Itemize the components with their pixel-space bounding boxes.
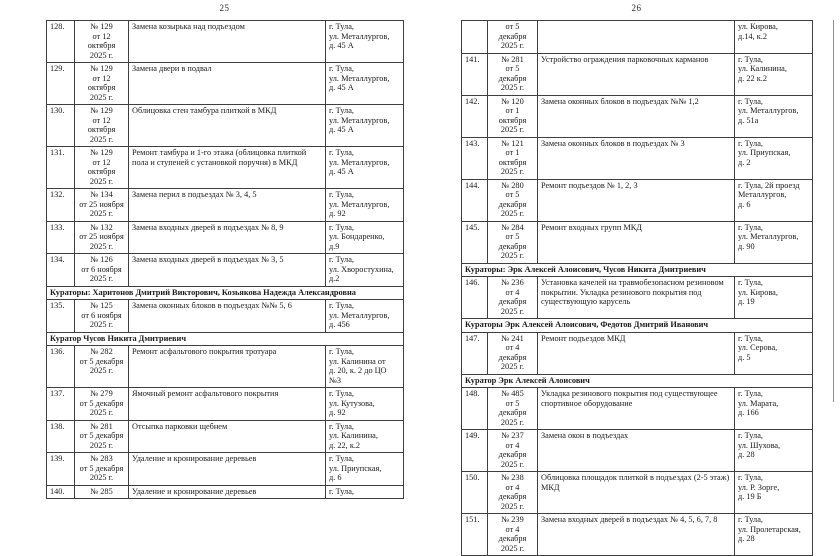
- address-line: д. 22, к.2: [329, 440, 361, 450]
- work-order-row: [47, 346, 404, 388]
- address-line: д.9: [329, 241, 340, 251]
- order-date-cell: [75, 189, 129, 222]
- address-line: ул. Калинина,: [329, 431, 378, 440]
- order-line: от 12 октября: [87, 157, 116, 176]
- row-number-cell: 138.: [47, 420, 75, 453]
- address-line: г. Тула,: [329, 222, 354, 232]
- address-line: г. Тула,: [738, 431, 763, 440]
- row-number-cell: 129.: [47, 63, 75, 105]
- address-cell: [735, 430, 813, 472]
- order-line: 2025 г.: [89, 274, 114, 283]
- address-line: г. Тула,: [738, 96, 763, 106]
- work-order-row: [47, 147, 404, 189]
- curator-row: [47, 332, 404, 346]
- work-description-cell: Ремонт входных групп МКД: [538, 221, 735, 263]
- order-line: от 5 декабря: [79, 431, 124, 440]
- address-line: ул. Кутузова,: [329, 398, 375, 408]
- work-description-cell: Ремонт тамбура и 1-го этажа (облицовка плиткой пола и ступеней с установкой поручня) в МКД: [129, 147, 326, 189]
- order-line: 2025 г.: [500, 83, 525, 92]
- address-line: г. Тула,: [329, 190, 354, 199]
- address-line: д. 45 А: [329, 167, 354, 176]
- address-line: д. 45 А: [329, 125, 354, 134]
- order-date-cell: [75, 221, 129, 254]
- address-line: г. Тула,: [738, 222, 763, 232]
- order-date-cell: [75, 388, 129, 421]
- work-description-cell: Замена оконных блоков в подъездах №№ 5, 6: [129, 300, 326, 333]
- work-orders-table-page-25: [46, 20, 404, 499]
- order-line: 2025 г.: [500, 417, 525, 427]
- address-line: ул. Приупская,: [738, 148, 791, 157]
- order-line: 2025 г.: [500, 543, 525, 553]
- order-line: № 129: [90, 64, 113, 73]
- order-date-cell: [75, 300, 129, 333]
- order-line: № 279: [90, 389, 113, 398]
- order-line: от 4 декабря: [498, 482, 527, 501]
- row-number-cell: 141.: [462, 53, 488, 95]
- order-date-cell: [488, 53, 538, 95]
- address-line: г. Тула,: [329, 421, 354, 431]
- work-description-cell: Замена входных дверей в подъездах № 4, 5, 6, 7, 8: [538, 514, 735, 556]
- address-cell: [735, 388, 813, 430]
- order-line: от 5 декабря: [498, 190, 527, 209]
- address-line: г. Тула,: [738, 389, 763, 398]
- order-date-cell: [75, 105, 129, 147]
- address-line: д. 51а: [738, 115, 759, 125]
- address-line: д. 19: [738, 297, 755, 306]
- address-line: г. Тула,: [329, 347, 354, 356]
- order-line: от 6 ноября: [81, 264, 122, 274]
- address-cell: [735, 332, 813, 374]
- address-cell: [326, 21, 404, 63]
- order-line: № 121: [501, 138, 524, 148]
- work-description-cell: Ремонт подъездов № 1, 2, 3: [538, 179, 735, 221]
- order-line: от 5 декабря: [79, 356, 124, 366]
- order-line: от 12 октября: [87, 31, 116, 50]
- work-description-cell: Замена оконных блоков в подъездах №№ 1,2: [538, 95, 735, 137]
- work-order-row: [462, 221, 813, 263]
- work-order-row: [47, 21, 404, 63]
- work-description-cell: Замена входных дверей в подъездах № 8, 9: [129, 221, 326, 254]
- order-line: 2025 г.: [500, 362, 525, 371]
- address-line: г. Тула,: [329, 64, 354, 73]
- order-date-cell: [75, 21, 129, 63]
- address-line: г. Тула,: [738, 473, 763, 482]
- order-line: от 12 октября: [87, 73, 116, 92]
- work-order-row: [462, 430, 813, 472]
- row-number-cell: 135.: [47, 300, 75, 333]
- work-order-row: [462, 472, 813, 514]
- address-cell: [326, 147, 404, 189]
- curator-row: [462, 319, 813, 333]
- row-number-cell: 137.: [47, 388, 75, 421]
- address-line: г. Тула,: [738, 515, 763, 524]
- curator-label: Куратор Чусов Никита Дмитриевич: [47, 332, 404, 346]
- address-line: г. Тула,: [738, 138, 763, 148]
- address-line: ул. Р. Зорге,: [738, 482, 780, 492]
- order-line: № 485: [501, 389, 524, 398]
- row-number-cell: 146.: [462, 277, 488, 319]
- address-line: ул. Пролетарская,: [738, 524, 801, 534]
- order-line: № 129: [90, 148, 113, 157]
- order-date-cell: [75, 147, 129, 189]
- order-date-cell: [75, 420, 129, 453]
- work-order-row: [462, 95, 813, 137]
- address-cell: [326, 300, 404, 333]
- curator-label: Кураторы: Эрк Алексей Алоисович, Чусов Никита Дмитриевич: [462, 263, 813, 277]
- order-line: от 5 декабря: [498, 22, 527, 41]
- row-number-cell: 142.: [462, 95, 488, 137]
- work-order-row: [462, 179, 813, 221]
- page-number: 26: [631, 3, 642, 13]
- row-number-cell: [462, 21, 488, 54]
- address-line: ул. Металлургов,: [329, 115, 390, 125]
- work-description-cell: [538, 21, 735, 54]
- order-line: от 5 декабря: [498, 64, 527, 83]
- row-number-cell: 151.: [462, 514, 488, 556]
- address-cell: [326, 105, 404, 147]
- work-order-row: [47, 420, 404, 453]
- row-number-cell: 147.: [462, 332, 488, 374]
- row-number-cell: 139.: [47, 453, 75, 486]
- row-number-cell: 144.: [462, 179, 488, 221]
- address-cell: [735, 472, 813, 514]
- address-line: ул. Металлургов,: [738, 106, 799, 115]
- address-line: д. 92: [329, 209, 346, 218]
- address-cell: [735, 277, 813, 319]
- address-line: г. Тула,: [329, 22, 354, 31]
- work-order-row: [47, 254, 404, 287]
- order-line: 2025 г.: [89, 440, 114, 450]
- work-description-cell: Замена оконных блоков в подъездах № 3: [538, 137, 735, 179]
- page-26: [461, 2, 812, 556]
- row-number-cell: 134.: [47, 254, 75, 287]
- address-line: д. 456: [329, 320, 350, 329]
- address-cell: [735, 53, 813, 95]
- work-description-cell: Замена окон в подъездах: [538, 430, 735, 472]
- order-line: № 239: [501, 515, 524, 524]
- address-line: д.14, к.2: [738, 31, 767, 41]
- curator-row: [462, 263, 813, 277]
- address-line: Металлургов,: [738, 190, 787, 199]
- order-line: от 5 декабря: [79, 463, 124, 473]
- order-line: от 25 ноября: [79, 199, 124, 209]
- order-date-cell: [488, 388, 538, 430]
- work-description-cell: Укладка резинового покрытия под существующее спортивное оборудование: [538, 388, 735, 430]
- address-line: д. 2: [738, 157, 751, 167]
- address-cell: [326, 453, 404, 486]
- address-line: д. 22 к.2: [738, 73, 767, 83]
- address-line: д. 6: [329, 473, 342, 482]
- order-line: № 129: [90, 22, 113, 31]
- work-description-cell: Замена двери в подвал: [129, 63, 326, 105]
- curator-label: Кураторы Эрк Алексей Алоисович, Федотов Дмитрий Иванович: [462, 319, 813, 333]
- order-line: 2025 г.: [500, 209, 525, 218]
- order-line: 2025 г.: [500, 251, 525, 260]
- address-cell: [326, 485, 404, 499]
- order-line: 2025 г.: [89, 366, 114, 375]
- work-description-cell: Отсыпка парковки щебнем: [129, 420, 326, 453]
- work-description-cell: Установка качелей на травмобезопасном резиновом покрытии. Укладка резинового покрытия под существующую карусель: [538, 277, 735, 319]
- order-date-cell: [75, 63, 129, 105]
- work-order-row: [462, 137, 813, 179]
- curator-label: Кураторы: Харитонов Дмитрий Викторович, Козьякова Надежда Александровна: [47, 286, 404, 300]
- address-line: ул. Калинина,: [738, 64, 787, 73]
- curator-row: [47, 286, 404, 300]
- work-description-cell: Ямочный ремонт асфальтового покрытия: [129, 388, 326, 421]
- work-description-cell: Ремонт асфальтового покрытия тротуара: [129, 346, 326, 388]
- address-line: д. 20, к. 2 до ЦО №3: [329, 366, 387, 385]
- order-line: № 281: [501, 54, 524, 64]
- order-line: № 125: [90, 301, 113, 310]
- work-description-cell: Удаление и кронирование деревьев: [129, 485, 326, 499]
- work-order-row: [47, 388, 404, 421]
- order-date-cell: [488, 137, 538, 179]
- row-number-cell: 140.: [47, 485, 75, 499]
- address-line: ул. Металлургов,: [329, 73, 390, 83]
- order-line: № 238: [501, 473, 524, 482]
- row-number-cell: 136.: [47, 346, 75, 388]
- address-cell: [326, 221, 404, 254]
- order-line: от 5 декабря: [79, 398, 124, 408]
- order-line: № 282: [90, 347, 113, 356]
- address-line: ул. Приупская,: [329, 463, 382, 473]
- address-line: ул. Металлургов,: [738, 232, 799, 241]
- order-line: 2025 г.: [89, 473, 114, 482]
- order-line: от 4 декабря: [498, 287, 527, 306]
- work-description-cell: Удаление и кронирование деревьев: [129, 453, 326, 486]
- order-line: 2025 г.: [500, 459, 525, 469]
- order-line: 2025 г.: [500, 167, 525, 176]
- address-line: д. 19 Б: [738, 492, 762, 501]
- address-line: ул. Металлургов,: [329, 31, 390, 41]
- address-line: д. 5: [738, 352, 751, 362]
- order-line: 2025 г.: [89, 241, 114, 251]
- order-line: от 4 декабря: [498, 343, 527, 362]
- order-date-cell: [488, 472, 538, 514]
- order-line: от 1 октября: [498, 148, 527, 167]
- address-line: д. 28: [738, 450, 755, 459]
- work-description-cell: Замена входных дверей в подъездах № 3, 5: [129, 254, 326, 287]
- order-date-cell: [488, 430, 538, 472]
- address-line: ул. Марата,: [738, 398, 779, 408]
- work-description-cell: Замена перил в подъездах № 3, 4, 5: [129, 189, 326, 222]
- order-line: от 5 декабря: [498, 232, 527, 251]
- work-order-row: [462, 332, 813, 374]
- address-line: д. 45 А: [329, 41, 354, 50]
- order-line: 2025 г.: [500, 306, 525, 316]
- order-line: 2025 г.: [500, 501, 525, 511]
- row-number-cell: 150.: [462, 472, 488, 514]
- order-line: 2025 г.: [89, 50, 114, 60]
- address-cell: [735, 21, 813, 54]
- order-line: 2025 г.: [89, 92, 114, 102]
- address-line: ул. Хворостухина,: [329, 264, 394, 274]
- row-number-cell: 143.: [462, 137, 488, 179]
- work-description-cell: Ремонт подъездов МКД: [538, 332, 735, 374]
- order-line: от 5 декабря: [498, 398, 527, 417]
- order-line: 2025 г.: [500, 41, 525, 50]
- address-line: г. Тула,: [329, 255, 354, 264]
- address-line: г. Тула, 2й проезд: [738, 180, 800, 190]
- address-line: ул. Калинина от: [329, 356, 386, 366]
- address-cell: [326, 63, 404, 105]
- order-line: от 12 октября: [87, 115, 116, 134]
- order-line: № 126: [90, 255, 113, 264]
- row-number-cell: 148.: [462, 388, 488, 430]
- work-order-row: [462, 53, 813, 95]
- order-date-cell: [488, 179, 538, 221]
- address-line: г. Тула,: [738, 54, 763, 64]
- order-date-cell: [488, 332, 538, 374]
- work-order-row: [47, 63, 404, 105]
- work-order-row: [462, 388, 813, 430]
- address-line: г. Тула,: [329, 389, 354, 398]
- address-line: д. 92: [329, 408, 346, 417]
- address-line: д.2: [329, 274, 340, 283]
- order-line: № 280: [501, 180, 524, 190]
- work-order-row: [462, 21, 813, 54]
- address-cell: [326, 254, 404, 287]
- order-line: 2025 г.: [89, 134, 114, 144]
- order-line: от 4 декабря: [498, 440, 527, 459]
- address-line: г. Тула,: [329, 106, 354, 115]
- order-line: от 4 декабря: [498, 524, 527, 543]
- order-date-cell: [75, 485, 129, 499]
- order-line: от 1 октября: [498, 106, 527, 125]
- order-line: 2025 г.: [89, 209, 114, 218]
- order-line: № 237: [501, 431, 524, 440]
- work-order-row: [462, 277, 813, 319]
- address-line: д. 90: [738, 241, 755, 251]
- row-number-cell: 130.: [47, 105, 75, 147]
- order-line: от 6 ноября: [81, 310, 122, 320]
- address-line: ул. Металлургов,: [329, 157, 390, 167]
- work-orders-table-page-26: [461, 20, 813, 556]
- order-line: 2025 г.: [89, 176, 114, 186]
- address-line: ул. Серова,: [738, 343, 778, 352]
- address-line: ул. Кирова,: [738, 287, 778, 297]
- address-cell: [326, 420, 404, 453]
- row-number-cell: 132.: [47, 189, 75, 222]
- order-date-cell: [75, 453, 129, 486]
- work-description-cell: Облицовка стен тамбура плиткой в МКД: [129, 105, 326, 147]
- address-cell: [735, 95, 813, 137]
- row-number-cell: 145.: [462, 221, 488, 263]
- order-date-cell: [488, 95, 538, 137]
- order-line: № 283: [90, 454, 113, 463]
- work-order-row: [47, 485, 404, 499]
- address-cell: [735, 137, 813, 179]
- work-order-row: [47, 300, 404, 333]
- address-line: ул. Металлургов,: [329, 199, 390, 209]
- order-date-cell: [488, 221, 538, 263]
- address-line: д. 45 А: [329, 83, 354, 92]
- address-line: г. Тула,: [738, 278, 763, 287]
- order-line: № 284: [501, 222, 524, 232]
- address-line: ул. Металлургов,: [329, 310, 390, 320]
- address-line: д. 6: [738, 199, 751, 209]
- work-description-cell: Замена козырька над подъездом: [129, 21, 326, 63]
- address-cell: [326, 189, 404, 222]
- row-number-cell: 133.: [47, 221, 75, 254]
- order-line: 2025 г.: [500, 125, 525, 134]
- scan-edge-artifact: [833, 20, 834, 402]
- curator-row: [462, 374, 813, 388]
- order-line: 2025 г.: [89, 408, 114, 417]
- address-cell: [735, 179, 813, 221]
- work-order-row: [47, 189, 404, 222]
- work-description-cell: Облицовка площадок плиткой в подъездах (2-5 этаж) МКД: [538, 472, 735, 514]
- address-line: г. Тула,: [329, 454, 354, 463]
- row-number-cell: 131.: [47, 147, 75, 189]
- order-line: 2025 г.: [89, 320, 114, 329]
- order-line: № 285: [90, 486, 113, 496]
- curator-label: Куратор Эрк Алексей Алоисович: [462, 374, 813, 388]
- address-line: ул. Бондаренко,: [329, 232, 385, 241]
- address-line: г. Тула,: [329, 148, 354, 157]
- row-number-cell: 128.: [47, 21, 75, 63]
- address-line: ул. Кирова,: [738, 22, 778, 31]
- work-order-row: [47, 453, 404, 486]
- order-line: от 25 ноября: [79, 232, 124, 241]
- order-date-cell: [488, 21, 538, 54]
- address-line: г. Тула,: [329, 301, 354, 310]
- order-date-cell: [75, 346, 129, 388]
- address-line: д. 166: [738, 408, 759, 417]
- order-line: № 134: [90, 190, 113, 199]
- row-number-cell: 149.: [462, 430, 488, 472]
- page-number: 25: [219, 3, 230, 13]
- order-line: № 236: [501, 278, 524, 287]
- order-date-cell: [75, 254, 129, 287]
- address-cell: [735, 221, 813, 263]
- order-line: № 132: [90, 222, 113, 232]
- address-line: г. Тула,: [329, 486, 354, 496]
- address-line: д. 28: [738, 534, 755, 543]
- work-order-row: [47, 221, 404, 254]
- address-line: г. Тула,: [738, 333, 763, 343]
- address-cell: [326, 388, 404, 421]
- address-cell: [326, 346, 404, 388]
- order-date-cell: [488, 277, 538, 319]
- page-25: [46, 2, 403, 499]
- order-line: № 120: [501, 96, 524, 106]
- work-description-cell: Устройство ограждения парковочных карманов: [538, 53, 735, 95]
- order-line: № 241: [501, 333, 524, 343]
- order-line: № 129: [90, 106, 113, 115]
- address-line: ул. Шухова,: [738, 440, 781, 450]
- work-order-row: [47, 105, 404, 147]
- order-line: № 281: [90, 421, 113, 431]
